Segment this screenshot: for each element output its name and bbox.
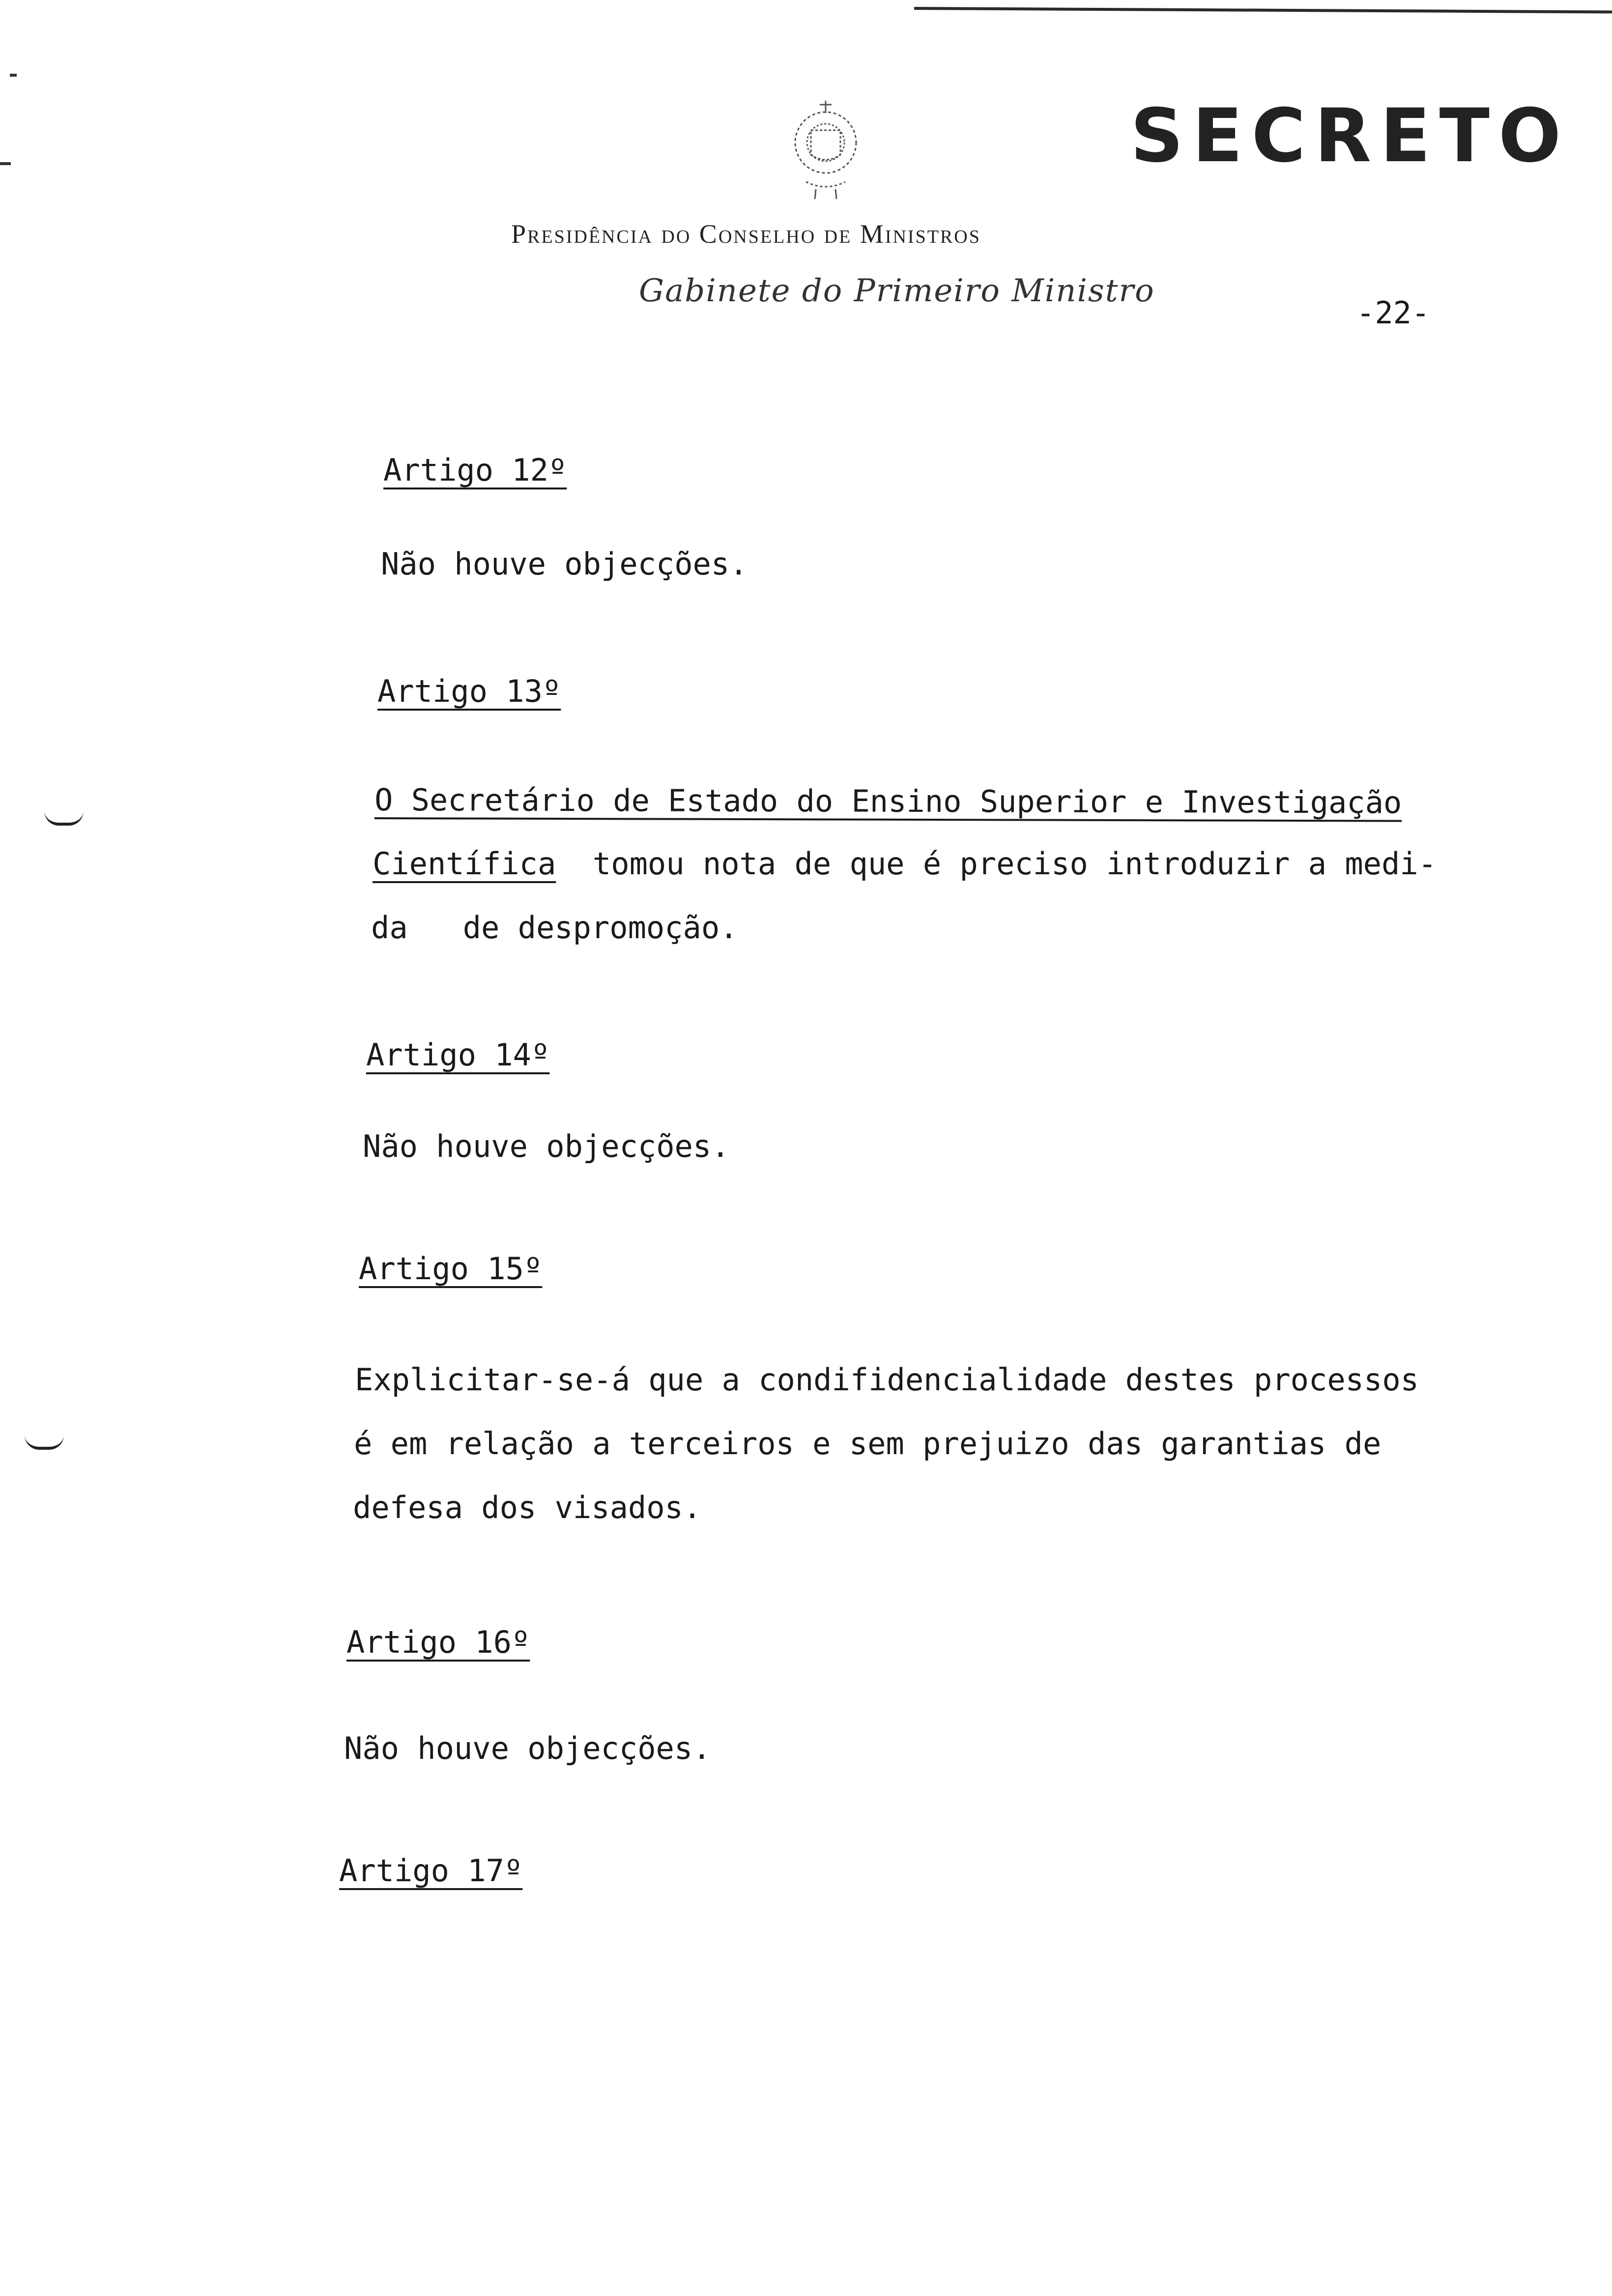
article-13-text-line-2-rest: tomou nota de que é preciso introduzir a medi- (556, 846, 1437, 882)
margin-dash (10, 74, 17, 77)
article-13-text-line-3: da de despromoção. (371, 910, 738, 946)
article-15-heading: Artigo 15º (359, 1251, 543, 1287)
coat-of-arms-icon (777, 91, 875, 204)
classification-stamp: SECRETO (1130, 93, 1570, 179)
margin-dash (0, 162, 11, 165)
article-15-text-line-2: é em relação a terceiros e sem prejuizo das garantias de (354, 1426, 1382, 1462)
article-15-text-line-3: defesa dos visados. (353, 1490, 702, 1525)
article-16-heading: Artigo 16º (346, 1624, 530, 1660)
article-14-heading: Artigo 14º (366, 1037, 550, 1073)
article-13-underlined-word: Científica (373, 846, 556, 882)
article-12-heading: Artigo 12º (383, 452, 567, 488)
article-17-heading: Artigo 17º (339, 1853, 523, 1889)
margin-mark (25, 1435, 64, 1450)
article-13-text-line-1: O Secretário de Estado do Ensino Superior e Investigação (374, 782, 1402, 821)
article-13-text-line-2 (373, 833, 1437, 895)
article-14-text: Não houve objecções. (363, 1128, 730, 1164)
article-12-text: Não houve objecções. (381, 546, 748, 582)
article-13-heading: Artigo 13º (377, 673, 561, 709)
article-15-text-line-1: Explicitar-se-á que a condifidencialidade destes processos (355, 1362, 1419, 1398)
margin-mark (44, 811, 84, 826)
top-rule (914, 7, 1612, 13)
page-number: -22- (1356, 295, 1430, 331)
article-16-text: Não houve objecções. (344, 1730, 711, 1766)
cabinet-header: Gabinete do Primeiro Ministro (639, 273, 1155, 309)
organization-header: Presidência do Conselho de Ministros (511, 219, 981, 249)
